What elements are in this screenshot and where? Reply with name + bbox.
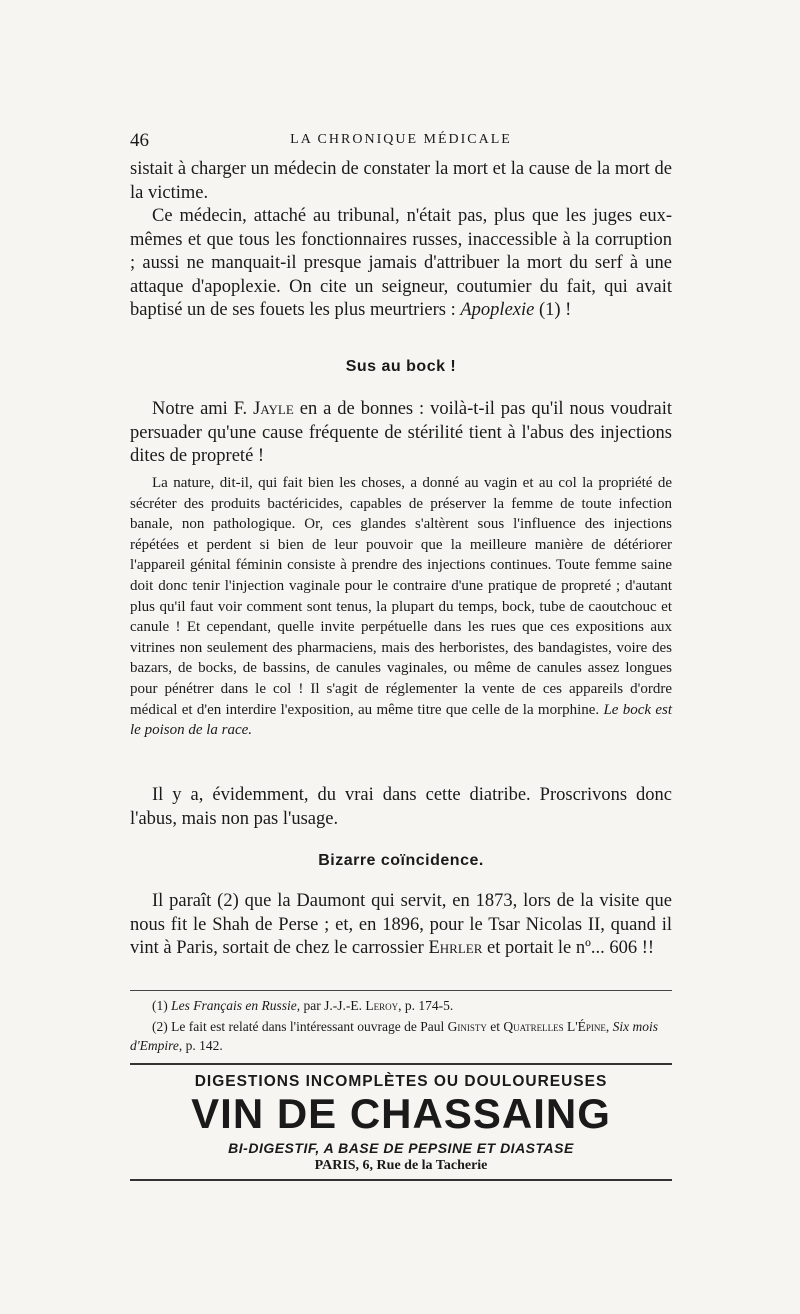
footnote-rule — [130, 990, 672, 991]
section-heading-bizarre-coincidence: Bizarre coïncidence. — [318, 852, 484, 869]
block-quote: La nature, dit-il, qui fait bien les choses, a donné au vagin et au col la propriété de sécréter des produits bactéricides, capables de préserver la femme de toute infection banale, non pathologique. Or, ces glandes s'altèrent sous l'influence des injections répétées et perdent si bien de leur pouvoir que la meilleure manière de détériorer l'appareil génital féminin consiste à prendre des injections continues. Toute femme saine doit donc tenir l'injection vaginale pour le contraire d'une pratique de propreté ; d'autant plus qu'il faut voir comment sont tenus, la plupart du temps, bock, tube de caoutchouc et canule ! Et cependant, quelle invite perpétuelle dans les rues que ces expositions aux vitrines non seulement des pharmaciens, mais des herboristes, des bandagistes, voire des bazars, de bocks, de bassins, de canules vaginales, ou même de canules assez longues pour pénétrer dans le col ! Il s'agit de réglementer la vente de ces appareils d'ordre médical et d'en interdire l'exposition, au même titre que celle de la morphine. Le bock est le poison de la race. — [130, 475, 672, 739]
intro-paragraph-1: sistait à charger un médecin de constater la mort et la cause de la mort de la victime. — [130, 159, 672, 203]
section1-paragraph-1: Notre ami F. Jayle en a de bonnes : voilà-t-il pas qu'il nous voudrait persuader qu'une cause fréquente de stérilité tient à l'abus des injections dites de propreté ! — [130, 399, 672, 466]
running-header — [130, 130, 672, 150]
section-heading-sus-au-bock: Sus au bock ! — [345, 358, 457, 375]
advertisement-bottom-rule — [130, 1179, 672, 1181]
section2-paragraph-1: Il paraît (2) que la Daumont qui servit, en 1873, lors de la visite que nous fit le Shah de Perse ; et, en 1896, pour le Tsar Nicolas II, quand il vint à Paris, sortait de chez le carrossier Ehrler et portait le nº... 606 !! — [130, 891, 672, 958]
footnote-1: (1) Les Français en Russie, par J.-J.-E. Leroy, p. 174-5. — [152, 998, 454, 1013]
ad-tagline: DIGESTIONS INCOMPLÈTES OU DOULOUREUSES — [194, 1073, 608, 1090]
page-number: 46 — [130, 130, 149, 151]
section1-paragraph-2: Il y a, évidemment, du vrai dans cette diatribe. Proscrivons donc l'abus, mais non pas l'usage. — [130, 785, 672, 829]
intro-paragraph-2: Ce médecin, attaché au tribunal, n'était pas, plus que les juges eux-mêmes et que tous les fonctionnaires russes, inaccessible à la corruption ; aussi ne manquait-il presque jamais d'attribuer la mort du serf à une attaque d'apoplexie. On cite un seigneur, coutumier du fait, qui avait baptisé un de ses fouets les plus meurtriers : Apoplexie (1) ! — [130, 206, 672, 320]
ad-address: PARIS, 6, Rue de la Tacherie — [314, 1158, 488, 1173]
running-title: LA CHRONIQUE MÉDICALE — [290, 132, 512, 147]
footnote-2: (2) Le fait est relaté dans l'intéressant ouvrage de Paul Ginisty et Quatrelles L'Épine, Six mois d'Empire, p. 142. — [130, 1019, 658, 1053]
author-name: Jayle — [253, 399, 294, 419]
ad-product-name: VIN DE CHASSAING — [191, 1090, 611, 1137]
ad-description: BI-DIGESTIF, A BASE DE PEPSINE ET DIASTASE — [228, 1140, 574, 1156]
advertisement-top-rule — [130, 1063, 672, 1065]
carrossier-name: Ehrler — [428, 938, 483, 958]
